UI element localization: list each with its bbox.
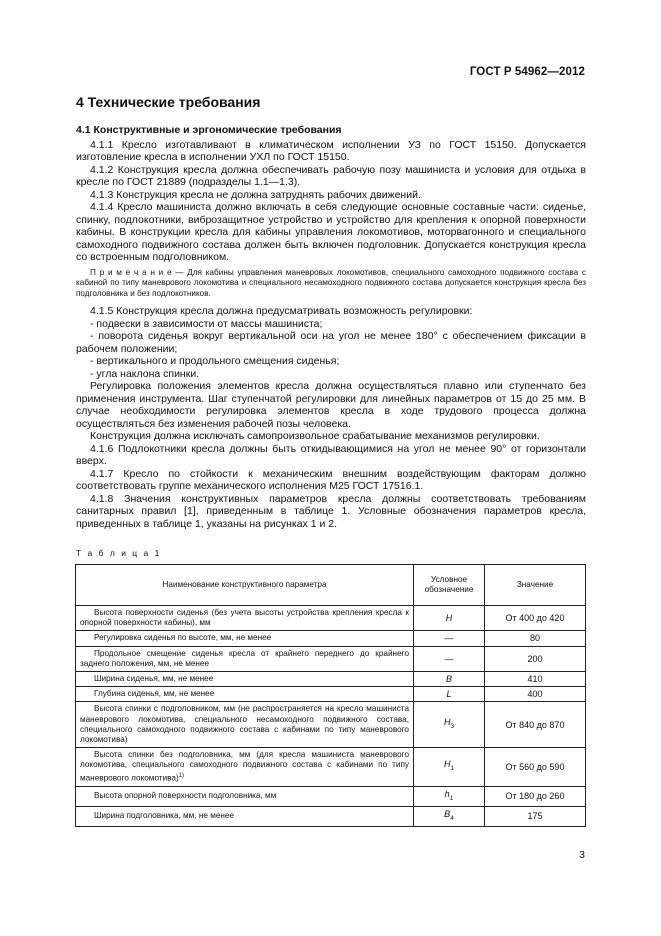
table-body [76, 606, 586, 827]
symbol-text: H [445, 613, 453, 624]
cell-value: От 840 до 870 [485, 702, 586, 748]
paragraph-regulation-2: Конструкция должна исключать самопроизвольное срабатывание механизмов регулировки. [90, 430, 540, 442]
list-item: - поворота сиденья вокруг вертикальной оси на угол не менее 180° с обеспечением фиксации в рабочем положении; [76, 330, 586, 355]
parameter-name-text: Продольное смещение сиденья кресла от крайнего переднего до крайнего заднего положения, мм, не менее [80, 648, 409, 668]
symbol-text: B [444, 808, 451, 819]
parameter-name-text: Ширина сиденья, мм, не менее [94, 674, 214, 684]
cell-parameter-name [76, 702, 414, 748]
cell-parameter-name [76, 806, 414, 826]
table-caption: Т а б л и ц а 1 [76, 548, 162, 558]
cell-value: От 400 до 420 [485, 606, 586, 631]
header-symbol: Условное обозначение [414, 565, 485, 606]
cell-parameter-name [76, 748, 414, 786]
symbol-subscript: 1 [449, 794, 454, 802]
parameter-name-text: Высота спинки с подголовником, мм (не распространяется на кресло машиниста маневрового локомотива, специального несамоходного подвижного состава, специального самоходного подвижного состава с кабинами по типу маневрового локомотива) [80, 704, 409, 745]
paragraph-4-1-7: 4.1.7 Кресло по стойкости к механическим внешним воздействующим факторам должно соответствовать группе механического исполнения М25 ГОСТ 17516.1. [76, 467, 586, 492]
parameters-table [75, 564, 586, 827]
parameter-name-text: Ширина подголовника, мм, не менее [94, 810, 235, 820]
table-header-row [76, 565, 586, 606]
paragraph-4-1-4: 4.1.4 Кресло машиниста должно включать в себя следующие основные составные части: сиденье, спинку, подлокотники, виброзащитное устройство и устройство для крепления к опорной поверхности кабины. В конструкции кресла для кабины управления локомотивов, моторвагонного и специального самоходного подвижного состава должен быть включен подголовник. Допускается конструкция кресла со встроенным подголовником. [76, 201, 586, 263]
document-code: ГОСТ Р 54962—2012 [469, 66, 585, 78]
cell-parameter-name [76, 786, 414, 806]
cell-value: 200 [485, 646, 586, 671]
header-value: Значение [485, 565, 586, 606]
cell-parameter-name [76, 606, 414, 631]
table-row [76, 631, 586, 646]
symbol-text: B [445, 674, 452, 685]
symbol-text: H [443, 717, 451, 728]
symbol-subscript: 4 [450, 814, 454, 822]
symbol-text: H [443, 759, 451, 770]
cell-symbol [414, 672, 485, 687]
paragraph-4-1-1: 4.1.1 Кресло изготавливают в климатическом исполнении УЗ по ГОСТ 15150. Допускается изготовление кресла в исполнении УХЛ по ГОСТ 15150. [76, 138, 586, 163]
paragraph-4-1-5: 4.1.5 Конструкция кресла должна предусматривать возможность регулировки: [90, 305, 473, 317]
body-text [76, 124, 586, 530]
symbol-text: — [444, 653, 454, 664]
cell-value: 400 [485, 687, 586, 702]
cell-symbol [414, 786, 485, 806]
section-title: 4 Технические требования [76, 94, 261, 110]
parameter-name-text: Высота спинки без подголовника, мм (для кресла машиниста маневрового локомотива, специального самоходного подвижного состава с кабинами по типу маневрового локомотива) [80, 750, 409, 783]
cell-symbol [414, 806, 485, 826]
cell-symbol [414, 606, 485, 631]
footnote-mark: 1) [178, 772, 185, 779]
paragraph-regulation: Регулировка положения элементов кресла должна осуществляться плавно или ступенчато без применения инструмента. Шаг ступенчатой регулировки для линейных параметров от 15 до 25 мм. В случае необходимости регулировка элементов кресла в ходе трудового процесса должна осуществляться без изменения рабочей позы человека. [76, 380, 586, 430]
symbol-text: h [444, 788, 450, 799]
table-row [76, 672, 586, 687]
symbol-text: — [444, 633, 454, 644]
cell-symbol [414, 687, 485, 702]
cell-parameter-name [76, 646, 414, 671]
cell-value: 80 [485, 631, 586, 646]
table-row [76, 806, 586, 826]
symbol-text: L [446, 689, 452, 700]
cell-symbol [414, 631, 485, 646]
header-name: Наименование конструктивного параметра [76, 565, 414, 606]
cell-symbol [414, 748, 485, 786]
note-text: — Для кабины управления маневровых локомотивов, специального самоходного подвижного состава с кабиной по типу маневрового локомотива и специального несамоходного подвижного состава допускается конструкция кресла без подголовника и без подлокотников. [76, 267, 586, 298]
table-row [76, 646, 586, 671]
paragraph-4-1-3: 4.1.3 Конструкция кресла не должна затруднять рабочих движений. [90, 188, 421, 201]
cell-symbol [414, 702, 485, 748]
paragraph-4-1-2: 4.1.2 Конструкция кресла должна обеспечивать рабочую позу машиниста и условия для отдыха в кресле по ГОСТ 21889 (подразделы 1.1—1.3). [76, 163, 586, 188]
table-row [76, 702, 586, 748]
list-item: - угла наклона спинки. [90, 367, 200, 380]
cell-parameter-name [76, 687, 414, 702]
parameter-name-text: Высота опорной поверхности подголовника, мм [94, 790, 277, 800]
list-item: - вертикального и продольного смещения сиденья; [90, 355, 340, 367]
paragraph-4-1-8: 4.1.8 Значения конструктивных параметров кресла должны соответствовать требованиям санитарных правил [1], приведенным в таблице 1. Условные обозначения параметров кресла, приведенных в таблице 1, указаны на рисунках 1 и 2. [76, 492, 586, 530]
cell-value: 175 [485, 806, 586, 826]
symbol-subscript: 1 [450, 765, 455, 773]
cell-parameter-name [76, 672, 414, 687]
paragraph-4-1-6: 4.1.6 Подлокотники кресла должны быть откидывающимися на угол не менее 90° от горизонтали вверх. [76, 442, 586, 467]
cell-symbol [414, 646, 485, 671]
list-item: - подвески в зависимости от массы машиниста; [90, 317, 323, 330]
table-row [76, 786, 586, 806]
cell-parameter-name [76, 631, 414, 646]
parameter-name-text: Регулировка сиденья по высоте, мм, не менее [94, 633, 272, 643]
table-row [76, 687, 586, 702]
cell-value: От 180 до 260 [485, 786, 586, 806]
symbol-subscript: 3 [450, 723, 455, 731]
page-number: 3 [579, 849, 585, 861]
subsection-title: 4.1 Конструктивные и эргономические требования [76, 124, 342, 136]
parameter-name-text: Глубина сиденья, мм, не менее [94, 689, 215, 699]
parameter-name-text: Высота поверхности сиденья (без учета высоты устройства крепления кресла к опорной поверхности кабины), мм [80, 608, 409, 628]
cell-value: От 560 до 590 [485, 748, 586, 786]
table-row [76, 748, 586, 786]
cell-value: 410 [485, 672, 586, 687]
note [76, 268, 586, 300]
note-label: П р и м е ч а н и е [90, 267, 172, 277]
table-row [76, 606, 586, 631]
